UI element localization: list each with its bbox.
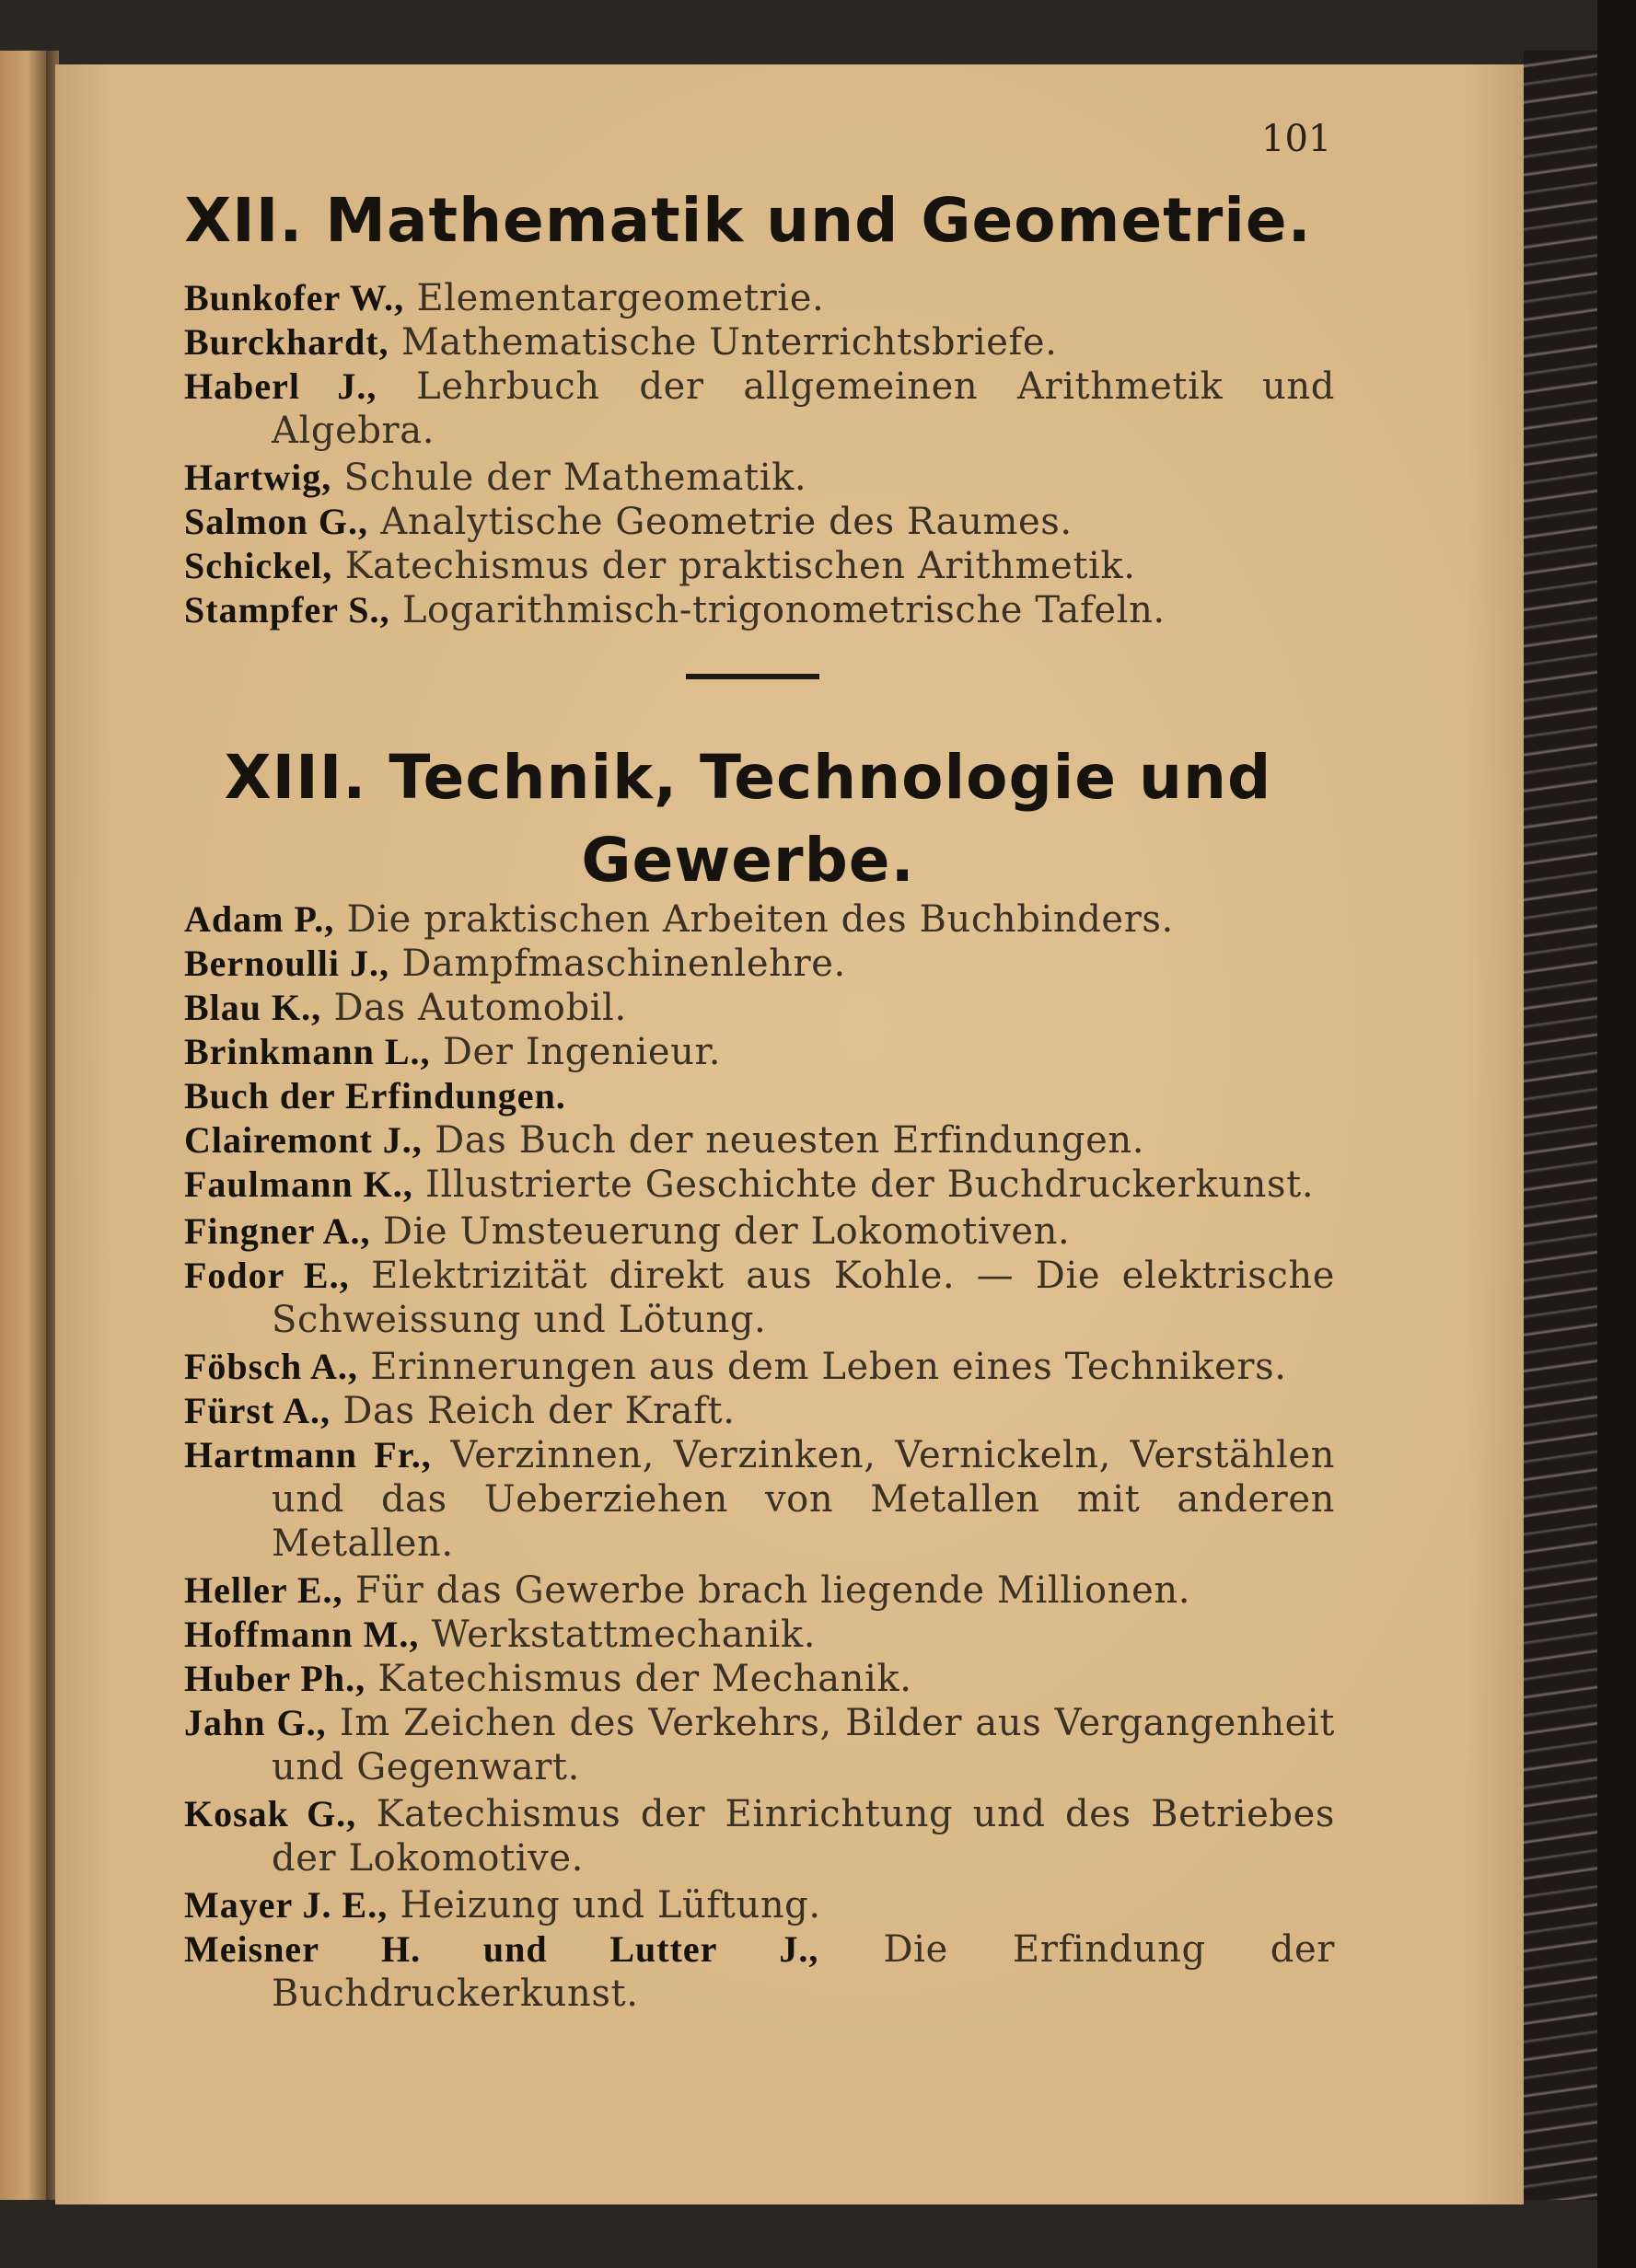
entry-title: Im Zeichen des Verkehrs, Bilder aus Vergangenheit und Gegenwart. — [272, 1702, 1336, 1788]
section-title-technik — [110, 736, 1386, 902]
entry-title: Elektrizität direkt aus Kohle. — Die elektrische Schweissung und Lötung. — [272, 1255, 1335, 1341]
entry-title: Schule der Mathematik. — [343, 457, 807, 499]
entry-title: Katechismus der praktischen Arithmetik. — [344, 545, 1136, 587]
entry-author: Bunkofer W., — [184, 277, 405, 318]
entry-author: Buch der Erfindungen. — [184, 1075, 566, 1117]
entry-author: Bernoulli J., — [184, 943, 390, 984]
page-number: 101 — [1261, 118, 1332, 160]
entry-author: Clairemont J., — [184, 1119, 423, 1161]
list-item — [184, 1163, 1335, 1207]
entry-title: Dampfmaschinenlehre. — [401, 943, 846, 985]
entry-list-technik — [184, 897, 1335, 2016]
list-item — [184, 544, 1335, 588]
entry-title: Lehrbuch der allgemeinen Arithmetik und Algebra. — [272, 365, 1335, 452]
entry-title: Werkstattmechanik. — [431, 1614, 817, 1656]
entry-author: Hartmann Fr., — [184, 1434, 432, 1475]
entry-author: Kosak G., — [184, 1793, 357, 1834]
entry-title: Die praktischen Arbeiten des Buchbinders. — [346, 898, 1174, 941]
entry-title: Das Reich der Kraft. — [342, 1390, 736, 1432]
entry-title: Erinnerungen aus dem Leben eines Technikers. — [370, 1346, 1287, 1388]
list-item — [184, 1613, 1335, 1657]
entry-title: Verzinnen, Verzinken, Vernickeln, Verstählen und das Ueberziehen von Metallen mit anderen Metallen. — [272, 1434, 1335, 1565]
list-item — [184, 276, 1335, 320]
list-item — [184, 364, 1335, 453]
entry-author: Adam P., — [184, 898, 335, 940]
entry-author: Haberl J., — [184, 365, 377, 407]
entry-author: Fürst A., — [184, 1390, 331, 1431]
entry-author: Hartwig, — [184, 457, 332, 498]
entry-title: Der Ingenieur. — [442, 1031, 722, 1073]
entry-author: Salmon G., — [184, 501, 369, 542]
entry-author: Stampfer S., — [184, 589, 390, 631]
list-item — [184, 1030, 1335, 1074]
entry-author: Brinkmann L., — [184, 1031, 431, 1072]
list-item — [184, 1209, 1335, 1254]
list-item — [184, 1074, 1335, 1118]
list-item — [184, 1118, 1335, 1163]
section-divider — [686, 674, 819, 679]
entry-author: Fingner A., — [184, 1210, 371, 1252]
entry-author: Faulmann K., — [184, 1163, 413, 1205]
entry-author: Föbsch A., — [184, 1346, 358, 1387]
scan-background — [1597, 0, 1636, 2268]
entry-title: Für das Gewerbe brach liegende Millionen. — [354, 1569, 1191, 1612]
entry-author: Heller E., — [184, 1569, 343, 1611]
list-item — [184, 500, 1335, 544]
section-title-line: XIII. Technik, Technologie und — [224, 742, 1272, 813]
list-item — [184, 588, 1335, 632]
entry-author: Burckhardt, — [184, 321, 389, 363]
entry-title: Heizung und Lüftung. — [400, 1884, 821, 1927]
entry-title: Das Automobil. — [333, 987, 627, 1029]
entry-title: Die Umsteuerung der Lokomotiven. — [382, 1210, 1071, 1253]
marbled-spine — [1524, 51, 1597, 2200]
list-item — [184, 456, 1335, 500]
entry-title: Logarithmisch-trigonometrische Tafeln. — [401, 589, 1166, 631]
entry-title: Elementargeometrie. — [416, 277, 825, 319]
list-item — [184, 1345, 1335, 1389]
list-item — [184, 897, 1335, 942]
list-item — [184, 1657, 1335, 1701]
list-item — [184, 1568, 1335, 1613]
entry-author: Mayer J. E., — [184, 1884, 389, 1926]
section-title-mathematik: XII. Mathematik und Geometrie. — [184, 185, 1312, 256]
entry-title: Katechismus der Mechanik. — [377, 1658, 912, 1700]
list-item — [184, 1792, 1335, 1880]
list-item — [184, 1254, 1335, 1342]
list-item — [184, 1701, 1335, 1789]
list-item — [184, 986, 1335, 1030]
entry-title: Das Buch der neuesten Erfindungen. — [435, 1119, 1145, 1162]
entry-author: Blau K., — [184, 987, 322, 1028]
entry-title: Illustrierte Geschichte der Buchdruckerkunst. — [425, 1163, 1315, 1206]
entry-title: Mathematische Unterrichtsbriefe. — [400, 321, 1058, 364]
entry-author: Fodor E., — [184, 1255, 350, 1296]
section-title-line: Gewerbe. — [581, 825, 915, 896]
entry-author: Huber Ph., — [184, 1658, 366, 1699]
list-item — [184, 1433, 1335, 1566]
entry-title: Die Erfindung der Buchdruckerkunst. — [272, 1928, 1335, 2015]
list-item — [184, 320, 1335, 364]
entry-author: Meisner H. und Lutter J., — [184, 1928, 819, 1970]
list-item — [184, 942, 1335, 986]
list-item — [184, 1927, 1335, 2016]
list-item — [184, 1389, 1335, 1433]
entry-author: Jahn G., — [184, 1702, 327, 1743]
entry-title: Analytische Geometrie des Raumes. — [380, 501, 1073, 543]
entry-title: Katechismus der Einrichtung und des Betriebes der Lokomotive. — [272, 1793, 1336, 1880]
facing-page-edge — [0, 51, 46, 2200]
list-item — [184, 1883, 1335, 1927]
entry-list-mathematik — [184, 276, 1335, 632]
entry-author: Schickel, — [184, 545, 333, 586]
entry-author: Hoffmann M., — [184, 1614, 420, 1655]
